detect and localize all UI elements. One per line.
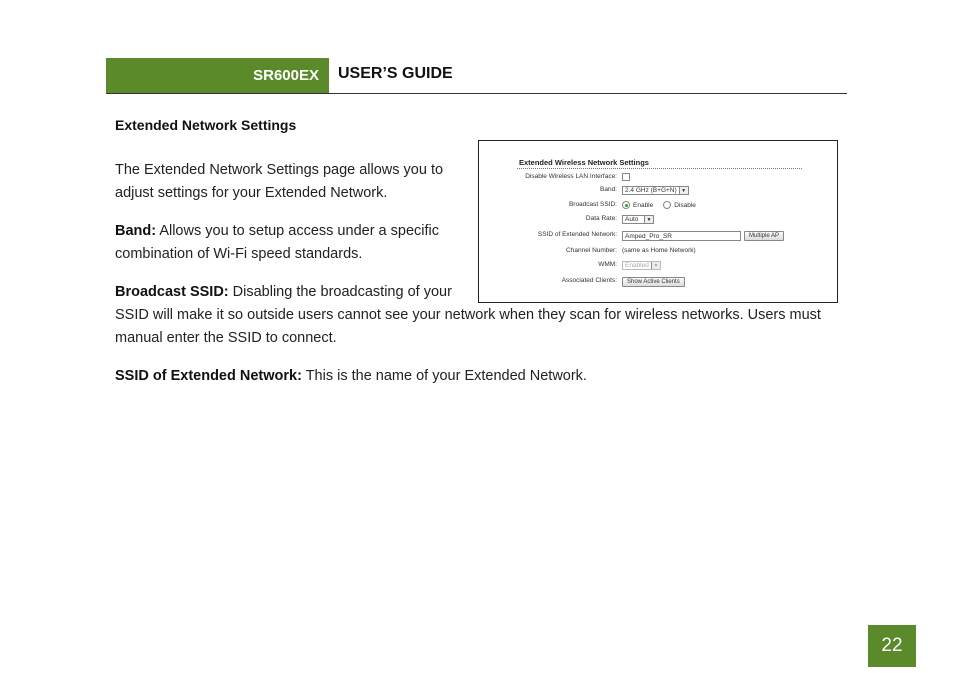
broadcast-line-3: manual enter the SSID to connect. bbox=[115, 330, 337, 346]
ssid-paragraph bbox=[115, 365, 845, 388]
intro-paragraph bbox=[115, 159, 465, 205]
section-heading: Extended Network Settings bbox=[115, 117, 297, 133]
channel-value: (same as Home Network) bbox=[622, 247, 696, 254]
model-name: SR600EX bbox=[253, 67, 319, 84]
band-paragraph bbox=[115, 220, 465, 266]
broadcast-line-1: Disabling the broadcasting of your bbox=[228, 284, 452, 300]
broadcast-term: Broadcast SSID: bbox=[115, 284, 229, 300]
row-wmm bbox=[479, 261, 839, 273]
row-band bbox=[479, 186, 839, 198]
disable-wlan-checkbox[interactable] bbox=[622, 173, 630, 181]
row-broadcast-ssid bbox=[479, 201, 839, 213]
settings-screenshot bbox=[478, 140, 838, 303]
disable-wlan-label: Disable Wireless LAN Interface: bbox=[525, 173, 617, 180]
band-select-value: 2.4 GHz (B+G+N) bbox=[625, 187, 677, 194]
associated-clients-label: Associated Clients: bbox=[561, 277, 617, 284]
row-associated-clients bbox=[479, 277, 839, 289]
multiple-ap-button[interactable]: Multiple AP bbox=[744, 231, 784, 241]
broadcast-paragraph-start bbox=[115, 281, 465, 304]
screenshot-title: Extended Wireless Network Settings bbox=[519, 158, 649, 167]
broadcast-disable-radio[interactable] bbox=[663, 201, 671, 209]
chevron-down-icon: ▼ bbox=[651, 262, 660, 269]
wmm-value: Enabled bbox=[625, 262, 649, 269]
page-number: 22 bbox=[868, 625, 916, 667]
row-ssid bbox=[479, 231, 839, 243]
broadcast-disable-label: Disable bbox=[674, 201, 696, 209]
chevron-down-icon: ▼ bbox=[679, 187, 688, 194]
wmm-label: WMM: bbox=[598, 261, 617, 268]
header-divider bbox=[106, 93, 847, 94]
row-data-rate bbox=[479, 215, 839, 227]
channel-label: Channel Number: bbox=[566, 247, 617, 254]
intro-line-1: The Extended Network Settings page allows you to bbox=[115, 162, 444, 178]
data-rate-value: Auto bbox=[625, 216, 639, 223]
show-active-clients-button[interactable]: Show Active Clients bbox=[622, 277, 685, 287]
row-channel bbox=[479, 247, 839, 259]
ssid-term: SSID of Extended Network: bbox=[115, 368, 302, 384]
intro-line-2: adjust settings for your Extended Network. bbox=[115, 185, 388, 201]
ssid-label: SSID of Extended Network: bbox=[537, 231, 617, 238]
data-rate-select[interactable] bbox=[622, 215, 654, 224]
broadcast-enable-radio[interactable] bbox=[622, 201, 630, 209]
broadcast-enable-label: Enable bbox=[633, 201, 654, 209]
screenshot-divider bbox=[517, 168, 802, 169]
band-line-1: Allows you to setup access under a specific bbox=[156, 223, 439, 239]
broadcast-paragraph-rest bbox=[115, 304, 845, 350]
broadcast-line-2: SSID will make it so outside users cannot see your network when they scan for wireless networks. Users must bbox=[115, 307, 821, 323]
broadcast-ssid-label: Broadcast SSID: bbox=[568, 201, 617, 208]
band-line-2: combination of Wi-Fi speed standards. bbox=[115, 246, 363, 262]
guide-title: USER’S GUIDE bbox=[338, 65, 453, 82]
ssid-input[interactable]: Amped_Pro_SR bbox=[622, 231, 741, 241]
wmm-select[interactable] bbox=[622, 261, 661, 270]
band-term: Band: bbox=[115, 223, 157, 239]
chevron-down-icon: ▼ bbox=[644, 216, 653, 223]
band-select[interactable] bbox=[622, 186, 689, 195]
row-disable-wlan bbox=[479, 173, 839, 185]
band-label: Band: bbox=[600, 186, 617, 193]
data-rate-label: Data Rate: bbox=[585, 215, 617, 222]
ssid-description: This is the name of your Extended Network. bbox=[301, 368, 587, 384]
header-model-bar bbox=[106, 58, 329, 93]
